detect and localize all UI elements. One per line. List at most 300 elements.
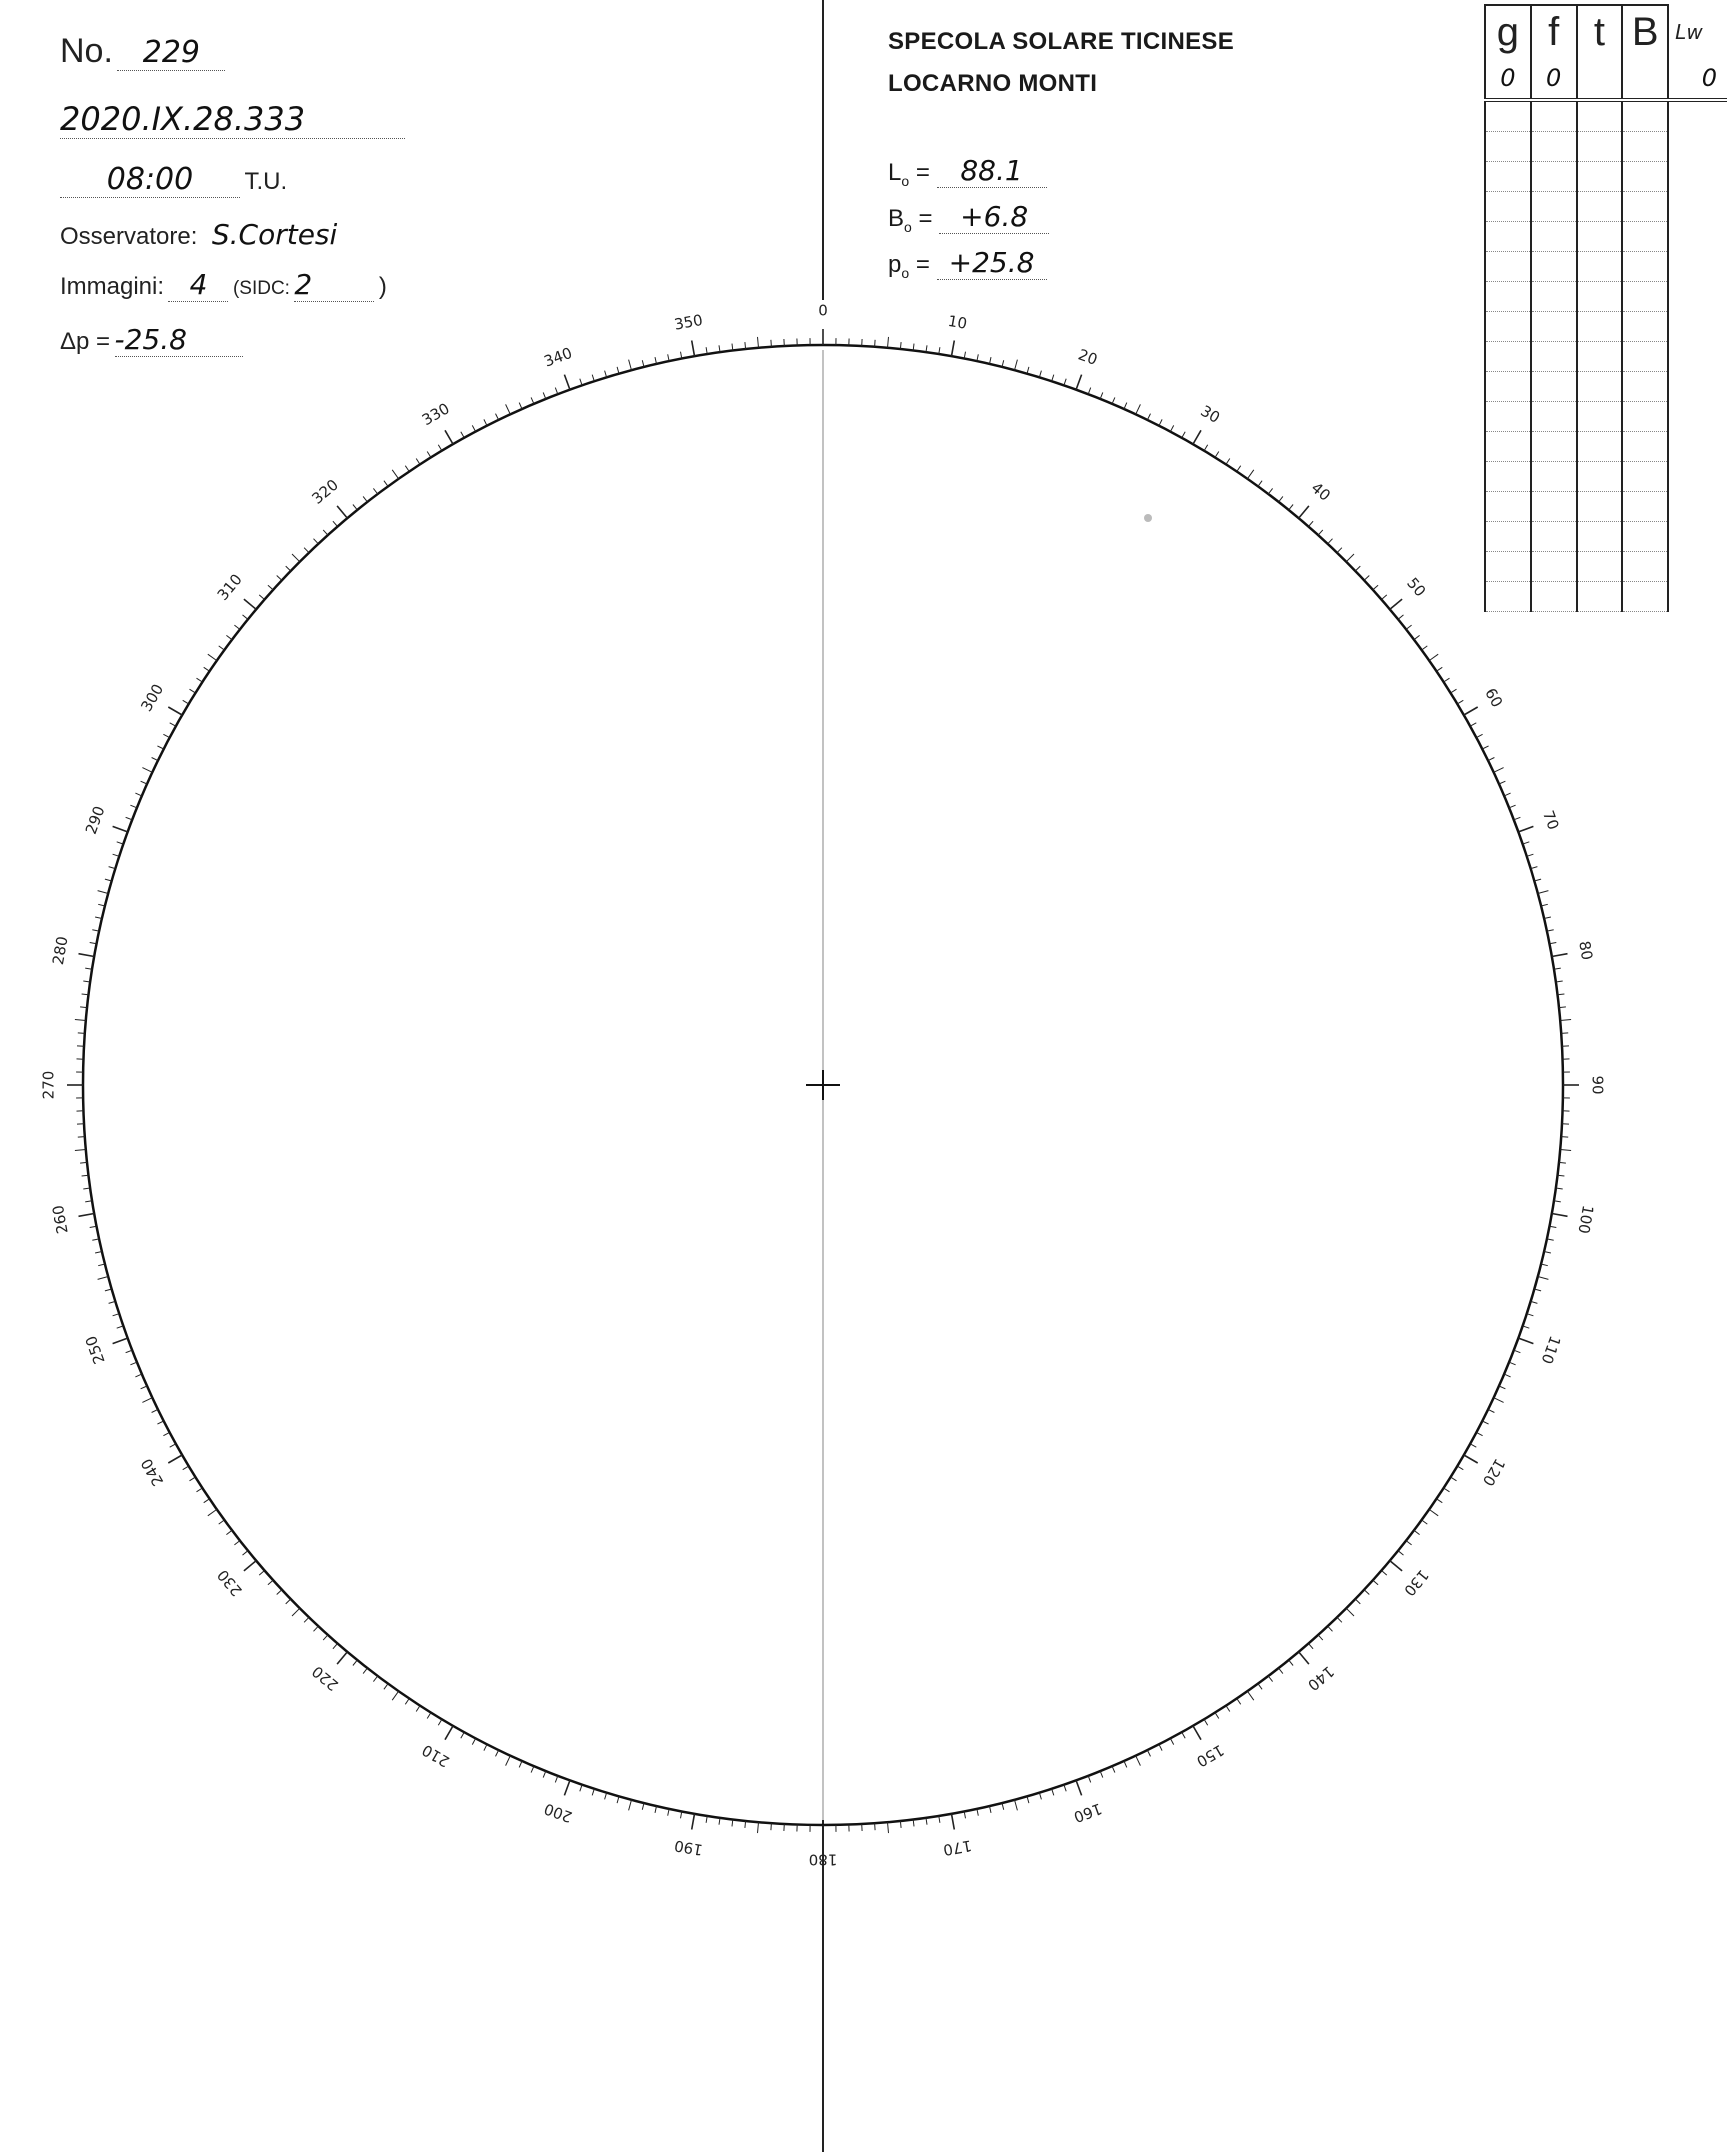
tally-blank-row: [1485, 312, 1727, 342]
tally-blank-lw-cell: [1668, 312, 1727, 342]
degree-tick: [1494, 1398, 1504, 1403]
tally-blank-cell: [1485, 552, 1531, 582]
degree-tick: [1437, 1499, 1443, 1503]
degree-label: 210: [418, 1740, 453, 1771]
degree-tick: [75, 1020, 86, 1021]
degree-label: 180: [808, 1850, 838, 1869]
degree-tick: [1182, 432, 1185, 438]
tally-blank-cell: [1531, 372, 1577, 402]
degree-tick: [543, 1771, 546, 1778]
degree-tick: [506, 404, 511, 414]
observer-label: Osservatore:: [60, 223, 198, 250]
tally-blank-lw-cell: [1668, 100, 1727, 132]
degree-tick: [109, 867, 116, 869]
degree-tick: [1561, 1033, 1568, 1034]
degree-tick: [384, 481, 388, 487]
degree-tick: [1076, 1780, 1082, 1795]
degree-tick: [337, 1652, 347, 1664]
degree-tick: [1226, 1706, 1230, 1712]
degree-tick: [438, 445, 442, 451]
degree-tick: [531, 397, 534, 403]
degree-label: 120: [1478, 1455, 1509, 1490]
degree-tick: [1355, 566, 1360, 571]
degree-tick: [1318, 1635, 1323, 1640]
tally-blank-row: [1485, 552, 1727, 582]
tally-blank-cell: [1622, 402, 1668, 432]
degree-tick: [1552, 1214, 1568, 1217]
degree-tick: [592, 375, 594, 382]
degree-tick: [79, 954, 95, 957]
degree-label: 20: [1075, 345, 1100, 369]
degree-tick: [1398, 1551, 1403, 1555]
tally-blank-cell: [1485, 100, 1531, 132]
degree-tick: [1355, 1599, 1360, 1604]
degree-label: 230: [213, 1566, 246, 1600]
degree-tick: [1538, 891, 1549, 894]
degree-tick: [1279, 496, 1283, 502]
degree-tick: [1373, 585, 1378, 590]
tally-blank-row: [1485, 402, 1727, 432]
degree-tick: [75, 1150, 86, 1151]
degree-tick: [1364, 1590, 1369, 1595]
degree-tick: [519, 1761, 522, 1767]
degree-tick: [78, 1137, 85, 1138]
tally-blank-cell: [1485, 372, 1531, 402]
degree-tick: [1422, 646, 1428, 650]
degree-label: 40: [1307, 478, 1334, 505]
degree-tick: [1159, 1744, 1162, 1750]
tally-blank-cell: [1577, 552, 1623, 582]
degree-tick: [416, 1706, 420, 1712]
degree-tick: [109, 1301, 116, 1303]
degree-tick: [605, 371, 607, 378]
degree-tick: [1076, 375, 1082, 390]
degree-tick: [286, 1599, 291, 1604]
degree-tick: [758, 1822, 759, 1833]
degree-tick: [208, 654, 217, 660]
degree-tick: [461, 1732, 464, 1738]
degree-tick: [259, 595, 264, 600]
degree-tick: [135, 793, 141, 796]
tally-blank-cell: [1531, 282, 1577, 312]
degree-tick: [758, 337, 759, 348]
delta-p-row: [60, 323, 243, 357]
tally-blank-row: [1485, 372, 1727, 402]
degree-tick: [1560, 1150, 1571, 1151]
degree-tick: [1182, 1732, 1185, 1738]
degree-tick: [126, 1350, 133, 1353]
degree-tick: [771, 340, 772, 347]
degree-tick: [163, 1432, 169, 1435]
degree-tick: [392, 470, 398, 479]
degree-tick: [1514, 1350, 1521, 1353]
degree-tick: [1552, 954, 1568, 957]
degree-tick: [1559, 1162, 1566, 1163]
degree-label: 80: [1575, 939, 1597, 962]
degree-tick: [1215, 452, 1219, 458]
degree-tick: [168, 1455, 182, 1463]
degree-tick: [1398, 615, 1403, 619]
degree-tick: [1531, 1301, 1538, 1303]
degree-tick: [1039, 1793, 1041, 1800]
tally-blank-cell: [1485, 282, 1531, 312]
tally-blank-cell: [1577, 402, 1623, 432]
degree-label: 240: [137, 1455, 168, 1490]
degree-tick: [1237, 466, 1241, 472]
degree-tick: [1414, 1530, 1420, 1534]
degree-label: 30: [1197, 401, 1224, 427]
degree-label: 150: [1193, 1740, 1228, 1771]
degree-tick: [531, 1766, 534, 1772]
degree-tick: [1406, 1541, 1412, 1545]
tally-blank-cell: [1577, 222, 1623, 252]
degree-tick: [1258, 1684, 1262, 1690]
degree-tick: [126, 817, 133, 820]
degree-tick: [183, 1466, 189, 1470]
degree-tick: [952, 341, 955, 357]
degree-tick: [130, 1362, 137, 1365]
degree-tick: [629, 1800, 632, 1811]
degree-tick: [1451, 689, 1457, 693]
degree-tick: [1437, 667, 1443, 671]
degree-tick: [333, 1644, 338, 1649]
tally-blank-cell: [1577, 462, 1623, 492]
degree-tick: [1309, 521, 1314, 526]
tally-blank-row: [1485, 462, 1727, 492]
degree-tick: [1429, 654, 1438, 660]
degree-tick: [157, 746, 163, 749]
degree-tick: [1538, 1277, 1549, 1280]
tally-blank-row: [1485, 282, 1727, 312]
degree-tick: [692, 341, 695, 357]
tally-blank-cell: [1622, 282, 1668, 312]
degree-tick: [555, 1776, 558, 1783]
degree-label: 280: [48, 934, 72, 967]
degree-label: 270: [39, 1070, 58, 1100]
degree-tick: [113, 854, 120, 856]
degree-tick: [333, 521, 338, 526]
degree-tick: [1193, 1726, 1201, 1740]
degree-tick: [1457, 700, 1463, 704]
degree-tick: [363, 1668, 367, 1674]
degree-tick: [1390, 599, 1402, 609]
degree-tick: [353, 1660, 357, 1665]
degree-tick: [1476, 1432, 1482, 1435]
degree-tick: [1457, 1466, 1463, 1470]
tally-blank-lw-cell: [1668, 462, 1727, 492]
tally-blank-cell: [1485, 492, 1531, 522]
degree-tick: [1226, 459, 1230, 465]
degree-tick: [629, 360, 632, 371]
tally-blank-cell: [1531, 582, 1577, 612]
degree-tick: [1518, 1338, 1533, 1344]
degree-tick: [79, 1214, 95, 1217]
degree-tick: [888, 337, 889, 348]
degree-tick: [1247, 1691, 1253, 1700]
degree-tick: [1504, 1374, 1510, 1377]
degree-tick: [1470, 723, 1476, 726]
degree-tick: [1346, 554, 1354, 562]
degree-tick: [427, 1713, 431, 1719]
time-value: 08:00: [60, 162, 240, 198]
degree-label: 60: [1481, 684, 1507, 711]
tally-blank-cell: [1622, 582, 1668, 612]
degree-tick: [323, 530, 328, 535]
sidc-close: ): [378, 273, 387, 300]
degree-tick: [1124, 403, 1127, 409]
degree-tick: [78, 1033, 85, 1034]
tally-blank-cell: [1622, 162, 1668, 192]
degree-tick: [142, 1398, 152, 1403]
degree-tick: [1429, 1509, 1438, 1515]
degree-tick: [292, 554, 300, 562]
degree-tick: [98, 891, 109, 894]
value-g: 0: [1485, 58, 1531, 100]
tally-blank-row: [1485, 252, 1727, 282]
degree-tick: [1364, 576, 1369, 581]
tally-blank-lw-cell: [1668, 252, 1727, 282]
degree-tick: [1328, 539, 1333, 544]
B0-label: B: [888, 205, 905, 232]
number-value: 229: [117, 35, 225, 71]
tally-blank-row: [1485, 582, 1727, 612]
sidc-value: 2: [294, 268, 374, 302]
degree-tick: [1170, 1738, 1173, 1744]
B0-eq: =: [918, 205, 933, 232]
degree-tick: [875, 1823, 876, 1830]
header-g: g: [1485, 5, 1531, 58]
tally-blank-row: [1485, 342, 1727, 372]
tally-blank-cell: [1577, 342, 1623, 372]
header-B: B: [1622, 5, 1668, 58]
tally-blank-cell: [1531, 462, 1577, 492]
degree-label: 300: [137, 680, 168, 715]
degree-tick: [1346, 1608, 1354, 1616]
tally-blank-row: [1485, 132, 1727, 162]
number-label: No.: [60, 32, 113, 70]
tally-blank-cell: [1531, 222, 1577, 252]
tally-blank-lw-cell: [1668, 582, 1727, 612]
degree-tick: [170, 723, 176, 726]
degree-tick: [1136, 1756, 1141, 1766]
observer-value: S.Cortesi: [211, 218, 338, 251]
degree-tick: [1337, 1617, 1342, 1622]
degree-tick: [1531, 867, 1538, 869]
degree-tick: [1100, 392, 1103, 399]
tally-blank-cell: [1577, 312, 1623, 342]
tally-blank-cell: [1577, 492, 1623, 522]
tally-blank-cell: [1531, 312, 1577, 342]
degree-tick: [304, 1617, 309, 1622]
degree-tick: [190, 1477, 196, 1481]
degree-tick: [745, 342, 746, 349]
degree-tick: [80, 1007, 87, 1008]
degree-tick: [286, 566, 291, 571]
degree-tick: [314, 539, 319, 544]
L0-value: 88.1: [937, 154, 1047, 188]
delta-p-label: Δp =: [60, 328, 111, 355]
tally-blank-cell: [1531, 252, 1577, 282]
tally-blank-cell: [1531, 132, 1577, 162]
degree-tick: [157, 1421, 163, 1424]
degree-tick: [1560, 1020, 1571, 1021]
degree-tick: [190, 689, 196, 693]
degree-tick: [1464, 1455, 1478, 1463]
degree-tick: [219, 1520, 225, 1524]
tally-blank-cell: [1577, 372, 1623, 402]
degree-tick: [484, 1744, 487, 1750]
degree-tick: [208, 1509, 217, 1515]
degree-tick: [1237, 1699, 1241, 1705]
tally-blank-cell: [1622, 552, 1668, 582]
degree-tick: [496, 1750, 499, 1756]
tally-blank-cell: [1622, 372, 1668, 402]
degree-tick: [1279, 1668, 1283, 1674]
degree-tick: [1064, 1785, 1066, 1792]
smudge-dot: [1144, 514, 1152, 522]
tally-blank-cell: [1622, 100, 1668, 132]
degree-tick: [113, 826, 128, 832]
tally-blank-cell: [1485, 252, 1531, 282]
degree-tick: [692, 1814, 695, 1830]
degree-tick: [1268, 1676, 1272, 1682]
degree-tick: [1523, 842, 1530, 844]
degree-tick: [1337, 548, 1342, 553]
value-t: [1577, 58, 1623, 100]
degree-tick: [1514, 817, 1521, 820]
p0-row: [888, 246, 1047, 281]
degree-tick: [543, 392, 546, 399]
degree-tick: [1518, 826, 1533, 832]
number-row: [60, 32, 225, 71]
tally-blank-cell: [1531, 162, 1577, 192]
degree-tick: [204, 1499, 210, 1503]
degree-tick: [244, 599, 256, 609]
degree-label: 170: [941, 1836, 974, 1860]
degree-tick: [580, 1785, 582, 1792]
degree-tick: [1523, 1326, 1530, 1328]
tally-blank-cell: [1622, 432, 1668, 462]
tally-blank-cell: [1485, 522, 1531, 552]
tally-blank-cell: [1485, 402, 1531, 432]
tally-blank-cell: [1577, 252, 1623, 282]
degree-label: 10: [946, 311, 969, 333]
delta-p-value: -25.8: [115, 323, 243, 357]
degree-tick: [1204, 445, 1208, 451]
tally-blank-cell: [1531, 432, 1577, 462]
degree-tick: [234, 625, 240, 629]
tally-blank-cell: [1485, 222, 1531, 252]
degree-label: 350: [672, 310, 705, 334]
degree-tick: [337, 506, 347, 518]
degree-tick: [170, 1444, 176, 1447]
degree-label: 50: [1403, 574, 1430, 601]
tally-blank-cell: [1485, 192, 1531, 222]
tally-blank-lw-cell: [1668, 372, 1727, 402]
degree-tick: [268, 585, 273, 590]
degree-tick: [304, 548, 309, 553]
degree-tick: [484, 419, 487, 425]
degree-tick: [1464, 707, 1478, 715]
tally-blank-cell: [1531, 552, 1577, 582]
observatory-location: LOCARNO MONTI: [888, 70, 1098, 97]
degree-tick: [117, 1326, 124, 1328]
degree-tick: [1406, 625, 1412, 629]
tally-blank-cell: [1577, 132, 1623, 162]
tally-blank-row: [1485, 432, 1727, 462]
date-row: [60, 100, 405, 139]
degree-tick: [438, 1719, 442, 1725]
degree-tick: [226, 1530, 232, 1534]
degree-tick: [900, 1821, 901, 1828]
degree-tick: [445, 1726, 453, 1740]
L0-sub: o: [901, 172, 910, 189]
degree-tick: [135, 1374, 141, 1377]
tally-blank-cell: [1577, 162, 1623, 192]
degree-tick: [1561, 1137, 1568, 1138]
degree-tick: [363, 496, 367, 502]
degree-label: 330: [418, 399, 453, 430]
degree-tick: [1494, 768, 1504, 773]
L0-label: L: [888, 159, 902, 186]
degree-tick: [277, 576, 282, 581]
group-count-table: [1484, 4, 1727, 612]
degree-tick: [152, 1409, 158, 1412]
degree-tick: [1052, 375, 1054, 382]
degree-tick: [1112, 397, 1115, 403]
L0-eq: =: [915, 159, 930, 186]
degree-tick: [373, 1676, 377, 1682]
degree-tick: [1509, 805, 1516, 808]
degree-tick: [564, 375, 570, 390]
degree-tick: [1559, 1007, 1566, 1008]
degree-tick: [1064, 379, 1066, 386]
tally-blank-cell: [1531, 100, 1577, 132]
degree-tick: [1470, 1444, 1476, 1447]
degree-tick: [141, 781, 147, 784]
tally-blank-lw-cell: [1668, 192, 1727, 222]
degree-tick: [519, 403, 522, 409]
degree-tick: [405, 1699, 409, 1705]
tally-blank-cell: [1577, 522, 1623, 552]
degree-tick: [1482, 1421, 1488, 1424]
degree-tick: [234, 1541, 240, 1545]
degree-tick: [1088, 1776, 1091, 1783]
B0-value: +6.8: [939, 200, 1049, 234]
degree-tick: [445, 430, 453, 444]
tally-blank-cell: [1485, 312, 1531, 342]
degree-tick: [1147, 1750, 1150, 1756]
tally-blank-cell: [1622, 492, 1668, 522]
degree-tick: [384, 1684, 388, 1690]
degree-tick: [1289, 505, 1293, 510]
header-lw: Lw: [1675, 19, 1703, 44]
degree-tick: [1504, 793, 1510, 796]
degree-tick: [268, 1580, 273, 1585]
tally-blank-cell: [1531, 492, 1577, 522]
degree-tick: [1318, 530, 1323, 535]
degree-tick: [353, 505, 357, 510]
tally-blank-cell: [1622, 132, 1668, 162]
degree-tick: [771, 1823, 772, 1830]
degree-tick: [1451, 1477, 1457, 1481]
degree-tick: [427, 452, 431, 458]
tally-blank-row: [1485, 162, 1727, 192]
degree-tick: [1193, 430, 1201, 444]
tally-blank-cell: [1485, 342, 1531, 372]
degree-label: 90: [1588, 1075, 1607, 1095]
degree-tick: [204, 667, 210, 671]
